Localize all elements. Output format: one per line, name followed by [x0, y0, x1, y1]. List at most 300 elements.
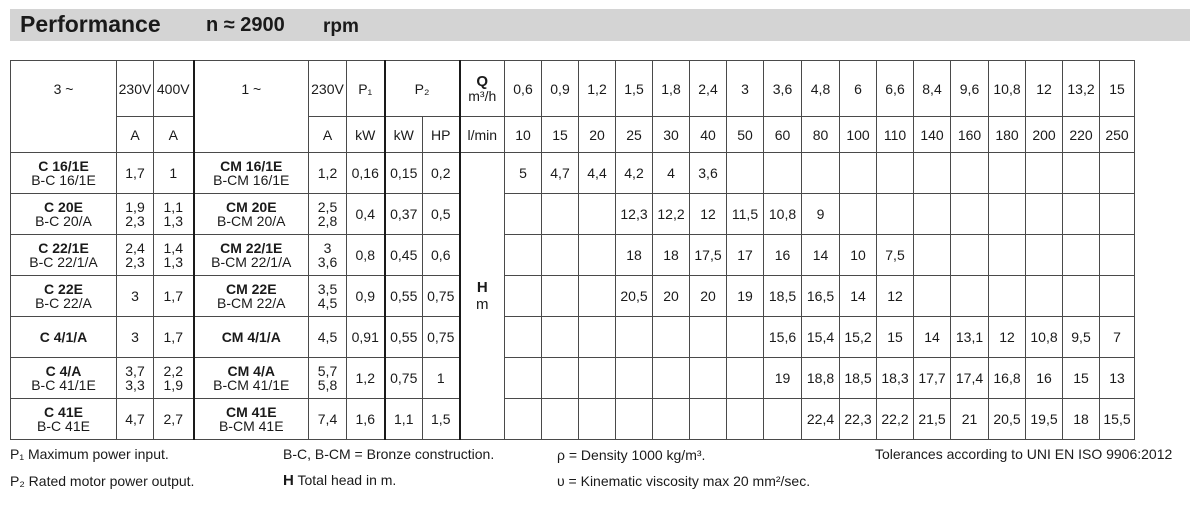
single-phase-model-cell-model: CM 4/A — [227, 363, 275, 379]
flow-m3h-cell: 6,6 — [877, 61, 914, 117]
flow-lmin-cell: 25 — [616, 117, 653, 153]
three-phase-model-cell-bronze-variant: B-C 41/1E — [31, 377, 96, 393]
current-single-cell-line: 3 — [323, 240, 332, 256]
head-value-cell — [1100, 194, 1135, 235]
head-value-cell — [690, 317, 727, 358]
table-row — [11, 153, 1135, 194]
head-value-cell — [914, 153, 951, 194]
head-value-cell: 16,5 — [802, 276, 840, 317]
flow-lmin-cell: 80 — [802, 117, 840, 153]
single-phase-model-cell — [194, 399, 309, 440]
voltage-400-label: 400V — [154, 61, 194, 117]
current-230-cell: 3 — [117, 276, 154, 317]
p2-kw-cell: 0,15 — [385, 153, 423, 194]
flow-lmin-cell: 220 — [1063, 117, 1100, 153]
current-single-cell-line: 2,8 — [317, 213, 338, 229]
head-value-cell — [840, 194, 877, 235]
head-value-cell: 21,5 — [914, 399, 951, 440]
head-value-cell: 21 — [951, 399, 989, 440]
flow-m3h-cell: 13,2 — [1063, 61, 1100, 117]
p2-kw-cell: 0,37 — [385, 194, 423, 235]
head-value-cell — [989, 153, 1026, 194]
single-phase-model-cell-model: CM 16/1E — [220, 158, 283, 174]
head-value-cell — [1100, 276, 1135, 317]
head-value-cell — [989, 235, 1026, 276]
p2-header: P₂ — [385, 61, 460, 117]
head-value-cell: 17,7 — [914, 358, 951, 399]
head-value-cell — [653, 317, 690, 358]
single-phase-model-cell-bronze-variant: B-CM 20/A — [217, 213, 286, 229]
head-value-cell: 13 — [1100, 358, 1135, 399]
flow-lmin-cell: 250 — [1100, 117, 1135, 153]
head-value-cell — [727, 153, 764, 194]
three-phase-model-cell-model: C 4/1/A — [39, 329, 88, 345]
current-230-cell: 1,7 — [117, 153, 154, 194]
single-phase-model-cell-bronze-variant: B-CM 16/1E — [213, 172, 290, 188]
p1-description: Maximum power input. — [27, 446, 169, 462]
head-value-cell: 19 — [764, 358, 802, 399]
current-400-cell — [154, 194, 194, 235]
amp-400-header: A — [154, 117, 194, 153]
current-230-cell-line: 3,7 — [125, 363, 145, 379]
head-value-cell: 20,5 — [616, 276, 653, 317]
head-value-cell: 13,1 — [951, 317, 989, 358]
head-value-cell: 4,2 — [616, 153, 653, 194]
single-phase-model-cell-model: CM 22/1E — [220, 240, 283, 256]
h-label: H — [476, 278, 488, 296]
head-value-cell: 7,5 — [877, 235, 914, 276]
head-value-cell: 4,7 — [542, 153, 579, 194]
head-value-cell — [505, 194, 542, 235]
single-phase-model-cell — [194, 235, 309, 276]
table-row — [11, 399, 1135, 440]
head-value-cell — [505, 276, 542, 317]
footnote-tolerances: Tolerances according to UNI EN ISO 9906:2012 — [875, 446, 1173, 462]
head-axis-cell — [460, 153, 505, 440]
single-phase-blank — [194, 117, 309, 153]
p2-hp-cell: 0,75 — [423, 276, 460, 317]
head-value-cell: 16 — [1026, 358, 1063, 399]
flow-m3h-cell: 3,6 — [764, 61, 802, 117]
current-230-cell — [117, 358, 154, 399]
single-phase-model-cell — [194, 276, 309, 317]
p1-kw-cell: 0,16 — [347, 153, 385, 194]
p2-kw-cell: 0,55 — [385, 317, 423, 358]
h-description: Total head in m. — [297, 472, 397, 488]
head-value-cell: 20 — [653, 276, 690, 317]
head-value-cell — [579, 358, 616, 399]
head-value-cell — [989, 276, 1026, 317]
three-phase-model-cell-bronze-variant: B-C 16/1E — [31, 172, 96, 188]
p1-kw-cell: 1,6 — [347, 399, 385, 440]
three-phase-model-cell — [11, 194, 117, 235]
flow-lmin-cell: 110 — [877, 117, 914, 153]
single-phase-model-cell — [194, 358, 309, 399]
current-single-cell — [309, 235, 347, 276]
p1-header: P₁ — [347, 61, 385, 117]
head-value-cell — [653, 399, 690, 440]
head-value-cell — [579, 317, 616, 358]
flow-m3h-cell: 2,4 — [690, 61, 727, 117]
flow-m3h-cell: 1,8 — [653, 61, 690, 117]
head-value-cell — [727, 317, 764, 358]
head-value-cell: 18,5 — [840, 358, 877, 399]
head-value-cell — [616, 358, 653, 399]
three-phase-model-cell — [11, 317, 117, 358]
q-header — [460, 61, 505, 117]
flow-lmin-cell: 140 — [914, 117, 951, 153]
current-single-cell: 7,4 — [309, 399, 347, 440]
three-phase-model-cell — [11, 153, 117, 194]
head-value-cell: 10,8 — [764, 194, 802, 235]
p1-kw-cell: 0,91 — [347, 317, 385, 358]
footnote-density: ρ = Density 1000 kg/m³. — [557, 447, 706, 463]
p1-kw-cell: 0,4 — [347, 194, 385, 235]
p2-hp-cell: 0,2 — [423, 153, 460, 194]
head-value-cell: 15 — [1063, 358, 1100, 399]
flow-m3h-cell: 9,6 — [951, 61, 989, 117]
current-230-cell: 4,7 — [117, 399, 154, 440]
flow-lmin-cell: 200 — [1026, 117, 1063, 153]
head-value-cell: 20 — [690, 276, 727, 317]
page-title: Performance — [20, 11, 161, 37]
current-230-cell-line: 2,3 — [125, 213, 145, 229]
head-value-cell: 7 — [1100, 317, 1135, 358]
current-400-cell-line: 1,3 — [163, 213, 183, 229]
current-single-cell-line: 2,5 — [317, 199, 338, 215]
flow-lmin-cell: 160 — [951, 117, 989, 153]
head-value-cell — [542, 235, 579, 276]
head-value-cell: 19,5 — [1026, 399, 1063, 440]
three-phase-model-cell — [11, 399, 117, 440]
head-value-cell — [877, 194, 914, 235]
head-value-cell — [542, 399, 579, 440]
head-value-cell: 12 — [690, 194, 727, 235]
three-phase-model-cell-bronze-variant: B-C 41E — [37, 418, 90, 434]
flow-lmin-cell: 30 — [653, 117, 690, 153]
three-phase-model-cell-model: C 41E — [44, 404, 83, 420]
current-230-cell — [117, 235, 154, 276]
head-value-cell: 22,4 — [802, 399, 840, 440]
three-phase-model-cell-bronze-variant: B-C 22/A — [35, 295, 92, 311]
p1-kw-cell: 0,9 — [347, 276, 385, 317]
flow-m3h-cell: 3 — [727, 61, 764, 117]
head-value-cell: 17,4 — [951, 358, 989, 399]
single-phase-label: 1 ~ — [194, 61, 309, 117]
flow-m3h-cell: 0,6 — [505, 61, 542, 117]
p2-hp-cell: 0,6 — [423, 235, 460, 276]
current-400-cell — [154, 235, 194, 276]
current-400-cell-line: 1,3 — [163, 254, 183, 270]
head-value-cell — [1026, 153, 1063, 194]
head-value-cell — [505, 358, 542, 399]
flow-m3h-cell: 6 — [840, 61, 877, 117]
head-value-cell: 18,3 — [877, 358, 914, 399]
q-label: Q — [476, 72, 489, 90]
p2-kw-cell: 0,75 — [385, 358, 423, 399]
head-value-cell — [542, 317, 579, 358]
p2-kw-cell: 0,45 — [385, 235, 423, 276]
footnote-viscosity: υ = Kinematic viscosity max 20 mm²/sec. — [557, 473, 811, 489]
p2-hp-cell: 1 — [423, 358, 460, 399]
head-value-cell — [1063, 153, 1100, 194]
single-phase-model-cell — [194, 153, 309, 194]
current-single-cell-line: 4,5 — [317, 295, 338, 311]
performance-table — [10, 60, 1135, 440]
p2-hp-cell: 0,75 — [423, 317, 460, 358]
current-230-cell-line: 3,3 — [125, 377, 145, 393]
current-single-cell-line: 3,5 — [317, 281, 338, 297]
current-400-cell — [154, 358, 194, 399]
head-value-cell — [1026, 276, 1063, 317]
single-phase-model-cell-bronze-variant: B-CM 22/A — [217, 295, 286, 311]
head-value-cell: 12 — [877, 276, 914, 317]
p2-hp-cell: 0,5 — [423, 194, 460, 235]
flow-lmin-cell: 40 — [690, 117, 727, 153]
current-single-cell — [309, 194, 347, 235]
head-value-cell — [989, 194, 1026, 235]
speed-unit: rpm — [323, 16, 359, 37]
head-value-cell — [840, 153, 877, 194]
head-value-cell: 11,5 — [727, 194, 764, 235]
p2-description: Rated motor power output. — [28, 473, 195, 489]
three-phase-model-cell-bronze-variant: B-C 20/A — [35, 213, 92, 229]
current-single-cell: 4,5 — [309, 317, 347, 358]
flow-m3h-cell: 10,8 — [989, 61, 1026, 117]
p2-kw-header: kW — [385, 117, 423, 153]
head-value-cell — [579, 194, 616, 235]
voltage-230-label: 230V — [117, 61, 154, 117]
flow-lmin-cell: 10 — [505, 117, 542, 153]
q-unit-m3h: m³/h — [468, 87, 497, 104]
three-phase-model-cell-model: C 22/1E — [38, 240, 89, 256]
head-value-cell — [690, 399, 727, 440]
head-value-cell: 15,4 — [802, 317, 840, 358]
head-value-cell — [616, 399, 653, 440]
head-value-cell — [579, 276, 616, 317]
three-phase-model-cell-model: C 16/1E — [38, 158, 89, 174]
three-phase-model-cell-model: C 20E — [44, 199, 83, 215]
head-value-cell — [616, 317, 653, 358]
current-400-cell: 2,7 — [154, 399, 194, 440]
current-single-cell-line: 5,7 — [317, 363, 338, 379]
head-value-cell — [951, 194, 989, 235]
head-value-cell: 18 — [616, 235, 653, 276]
head-value-cell: 16,8 — [989, 358, 1026, 399]
head-value-cell: 9,5 — [1063, 317, 1100, 358]
single-phase-model-cell-model: CM 41E — [225, 404, 277, 420]
amp-230-header: A — [117, 117, 154, 153]
three-phase-label: 3 ~ — [11, 61, 117, 117]
current-230-cell: 3 — [117, 317, 154, 358]
flow-m3h-cell: 4,8 — [802, 61, 840, 117]
head-value-cell: 12,3 — [616, 194, 653, 235]
head-value-cell — [727, 358, 764, 399]
current-400-cell-line: 2,2 — [163, 363, 183, 379]
current-230-cell — [117, 194, 154, 235]
single-phase-model-cell — [194, 317, 309, 358]
flow-m3h-cell: 12 — [1026, 61, 1063, 117]
flow-m3h-cell: 1,5 — [616, 61, 653, 117]
head-value-cell — [505, 317, 542, 358]
head-value-cell — [1100, 235, 1135, 276]
three-phase-model-cell-model: C 22E — [44, 281, 83, 297]
head-value-cell — [1063, 235, 1100, 276]
head-value-cell: 16 — [764, 235, 802, 276]
flow-lmin-cell: 180 — [989, 117, 1026, 153]
head-value-cell: 10 — [840, 235, 877, 276]
head-value-cell — [914, 235, 951, 276]
head-value-cell — [802, 153, 840, 194]
p1-kw-cell: 0,8 — [347, 235, 385, 276]
voltage-230-single-label: 230V — [309, 61, 347, 117]
flow-m3h-cell: 0,9 — [542, 61, 579, 117]
p1-kw-cell: 1,2 — [347, 358, 385, 399]
three-phase-model-cell — [11, 358, 117, 399]
table-row — [11, 276, 1135, 317]
current-230-cell-line: 2,4 — [125, 240, 145, 256]
single-phase-model-cell-model: CM 4/1/A — [221, 329, 281, 345]
head-value-cell — [1100, 153, 1135, 194]
head-value-cell: 4 — [653, 153, 690, 194]
three-phase-model-cell-bronze-variant: B-C 22/1/A — [29, 254, 98, 270]
three-phase-model-cell — [11, 235, 117, 276]
h-unit: m — [476, 295, 489, 313]
flow-lmin-cell: 15 — [542, 117, 579, 153]
head-value-cell: 14 — [802, 235, 840, 276]
head-value-cell — [542, 194, 579, 235]
single-phase-model-cell-bronze-variant: B-CM 41E — [218, 418, 284, 434]
head-value-cell — [505, 235, 542, 276]
single-phase-model-cell-bronze-variant: B-CM 22/1/A — [211, 254, 292, 270]
table-row — [11, 194, 1135, 235]
head-value-cell: 14 — [914, 317, 951, 358]
head-value-cell: 18,8 — [802, 358, 840, 399]
amp-single-header: A — [309, 117, 347, 153]
head-value-cell: 12,2 — [653, 194, 690, 235]
current-400-cell: 1 — [154, 153, 194, 194]
head-value-cell: 14 — [840, 276, 877, 317]
head-value-cell — [764, 399, 802, 440]
head-value-cell: 18,5 — [764, 276, 802, 317]
head-value-cell — [1026, 235, 1063, 276]
head-value-cell — [1063, 194, 1100, 235]
single-phase-model-cell — [194, 194, 309, 235]
flow-lmin-cell: 100 — [840, 117, 877, 153]
head-value-cell: 4,4 — [579, 153, 616, 194]
h-symbol: H — [283, 472, 294, 489]
head-value-cell: 15,2 — [840, 317, 877, 358]
three-phase-model-cell-model: C 4/A — [45, 363, 82, 379]
current-400-cell-line: 1,1 — [163, 199, 183, 215]
current-single-cell — [309, 276, 347, 317]
table-row — [11, 317, 1135, 358]
footnote-p1 — [10, 446, 169, 462]
p2-hp-header: HP — [423, 117, 460, 153]
flow-m3h-cell: 15 — [1100, 61, 1135, 117]
head-value-cell — [951, 153, 989, 194]
head-value-cell: 15,6 — [764, 317, 802, 358]
footnote-p2 — [10, 473, 194, 489]
head-value-cell — [914, 194, 951, 235]
footnote-bronze: B-C, B-CM = Bronze construction. — [283, 446, 495, 462]
q-unit-lmin: l/min — [460, 117, 505, 153]
table-row — [11, 358, 1135, 399]
single-phase-model-cell-bronze-variant: B-CM 41/1E — [213, 377, 290, 393]
head-value-cell: 17,5 — [690, 235, 727, 276]
single-phase-model-cell-model: CM 22E — [225, 281, 277, 297]
head-value-cell: 3,6 — [690, 153, 727, 194]
head-value-cell — [914, 276, 951, 317]
head-value-cell — [951, 276, 989, 317]
current-single-cell — [309, 358, 347, 399]
speed-label: n ≈ 2900 — [206, 14, 285, 36]
p2-hp-cell: 1,5 — [423, 399, 460, 440]
head-value-cell — [542, 276, 579, 317]
p2-kw-cell: 1,1 — [385, 399, 423, 440]
head-value-cell — [764, 153, 802, 194]
flow-lmin-cell: 20 — [579, 117, 616, 153]
head-value-cell: 5 — [505, 153, 542, 194]
head-value-cell: 22,2 — [877, 399, 914, 440]
head-value-cell: 15 — [877, 317, 914, 358]
head-value-cell — [690, 358, 727, 399]
head-value-cell: 18 — [1063, 399, 1100, 440]
head-value-cell — [1063, 276, 1100, 317]
current-single-cell: 1,2 — [309, 153, 347, 194]
p1-symbol: P₁ — [10, 446, 25, 462]
three-phase-blank — [11, 117, 117, 153]
head-value-cell — [1026, 194, 1063, 235]
head-value-cell — [579, 235, 616, 276]
head-value-cell — [951, 235, 989, 276]
current-400-cell: 1,7 — [154, 276, 194, 317]
head-value-cell: 12 — [989, 317, 1026, 358]
head-value-cell: 20,5 — [989, 399, 1026, 440]
three-phase-model-cell — [11, 276, 117, 317]
head-value-cell — [542, 358, 579, 399]
p1-kw-header: kW — [347, 117, 385, 153]
p2-symbol: P₂ — [10, 473, 25, 489]
head-value-cell — [727, 399, 764, 440]
head-value-cell: 9 — [802, 194, 840, 235]
head-value-cell: 17 — [727, 235, 764, 276]
head-value-cell — [877, 153, 914, 194]
head-value-cell: 19 — [727, 276, 764, 317]
single-phase-model-cell-model: CM 20E — [225, 199, 277, 215]
current-single-cell-line: 5,8 — [317, 377, 338, 393]
head-value-cell — [505, 399, 542, 440]
p2-kw-cell: 0,55 — [385, 276, 423, 317]
head-value-cell: 10,8 — [1026, 317, 1063, 358]
head-value-cell — [579, 399, 616, 440]
current-400-cell: 1,7 — [154, 317, 194, 358]
head-value-cell: 22,3 — [840, 399, 877, 440]
title-bar — [10, 9, 1190, 41]
flow-m3h-cell: 1,2 — [579, 61, 616, 117]
current-single-cell-line: 3,6 — [317, 254, 338, 270]
current-400-cell-line: 1,9 — [163, 377, 183, 393]
current-400-cell-line: 1,4 — [163, 240, 183, 256]
table-row — [11, 235, 1135, 276]
flow-m3h-cell: 8,4 — [914, 61, 951, 117]
head-value-cell: 18 — [653, 235, 690, 276]
flow-lmin-cell: 50 — [727, 117, 764, 153]
current-230-cell-line: 2,3 — [125, 254, 145, 270]
head-value-cell — [653, 358, 690, 399]
current-230-cell-line: 1,9 — [125, 199, 145, 215]
footnote-head — [283, 472, 396, 489]
